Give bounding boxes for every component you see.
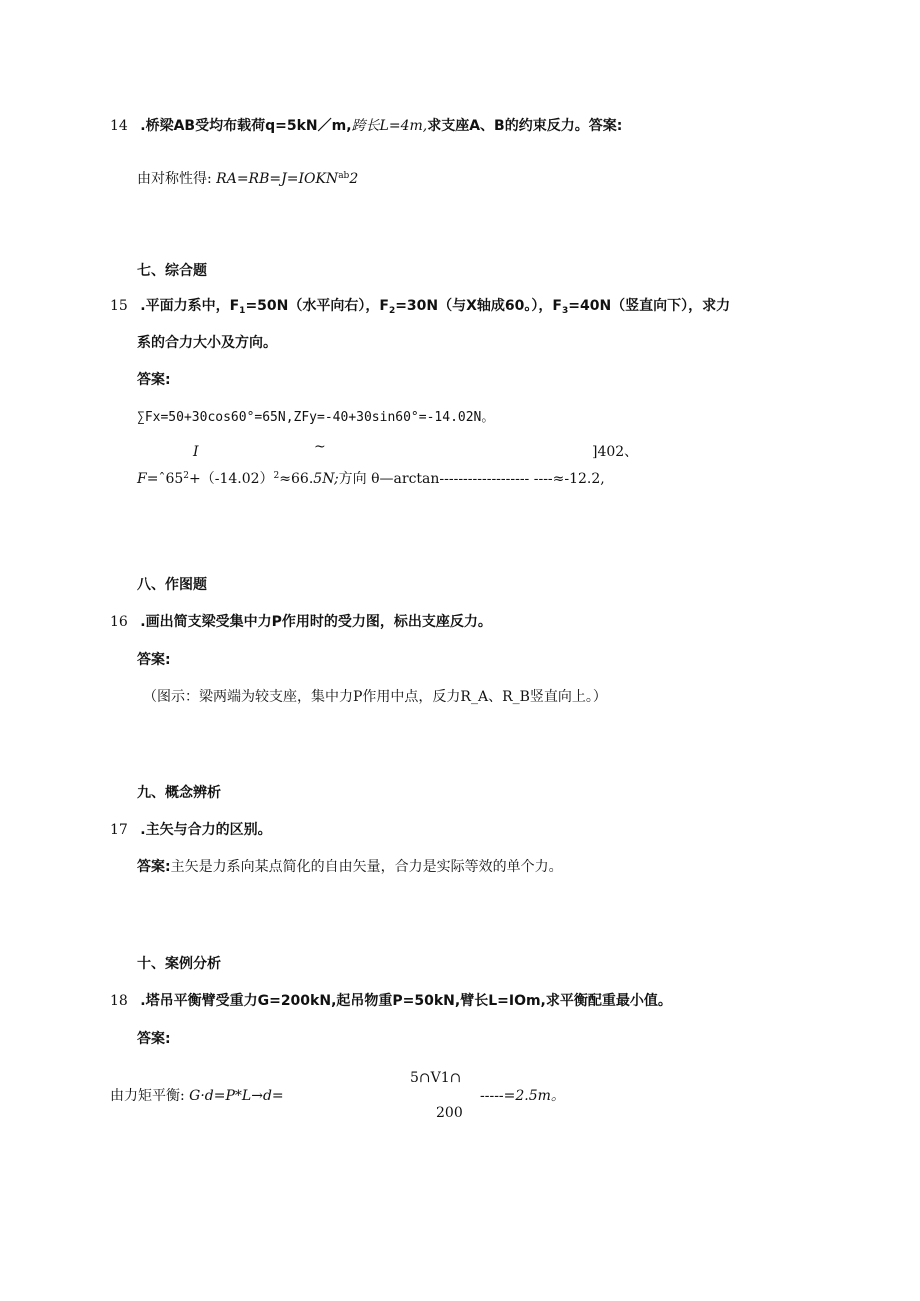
- section-9-title: 九、概念辨析: [137, 785, 221, 801]
- q18-number: 18: [110, 993, 128, 1009]
- q18-text: .塔吊平衡臂受重力G=200kN,起吊物重P=50kN,臂长L=IOm,求平衡配重最小值。: [140, 993, 672, 1009]
- q15-equation-2: [137, 467, 605, 488]
- q14-text-d: 求支座A、B的约束反力。答案:: [427, 118, 623, 134]
- q15-line2: 系的合力大小及方向。: [137, 335, 277, 351]
- q18-answer-label: 答案:: [137, 1031, 171, 1047]
- q15-eq2-f: 方向 θ—arctan------------------- ----≈-12.2,: [338, 471, 605, 487]
- q15-line1: [110, 297, 730, 320]
- q15-eq2-a: F: [137, 471, 147, 487]
- q16-line: [110, 613, 492, 631]
- q15-fragment-i: I: [193, 444, 199, 460]
- q15-fragment-tilde: ~: [314, 439, 326, 455]
- q18-prefix: 由力矩平衡:: [110, 1088, 185, 1104]
- q14-answer-sup: ab: [338, 171, 350, 181]
- q17-answer-label: 答案:: [137, 859, 171, 875]
- q15-text-d: =40N（竖直向下），求力: [568, 298, 731, 314]
- section-7-title: 七、综合题: [137, 263, 207, 279]
- q14-text-b: 跨长: [351, 118, 380, 134]
- q17-text: .主矢与合力的区别。: [140, 822, 272, 838]
- q14-answer-tail: 2: [349, 171, 359, 187]
- q17-line: [110, 821, 272, 839]
- section-8-title: 八、作图题: [137, 577, 207, 593]
- q15-number: 15: [110, 298, 128, 314]
- q17-answer: [137, 858, 563, 876]
- q18-numerator: 5∩V1∩: [410, 1070, 462, 1086]
- q15-eq2-b: =ˆ65: [146, 471, 184, 487]
- q15-eq2-c: +（-14.02）: [189, 471, 274, 487]
- q15-text-a: .平面力系中，F: [140, 298, 240, 314]
- section-10-title: 十、案例分析: [137, 956, 221, 972]
- q16-number: 16: [110, 614, 128, 630]
- q14-text-c: L=4m,: [379, 118, 428, 134]
- q15-text-c: =30N（与X轴成60。），F: [395, 298, 562, 314]
- q15-eq2-e: 5N;: [313, 471, 339, 487]
- q18-formula: G·d=P*L→d=: [189, 1088, 284, 1104]
- q18-equation: [110, 1087, 284, 1105]
- q15-sub-1: 1: [239, 306, 246, 316]
- q15-sub-2: 2: [388, 306, 396, 316]
- q18-line: [110, 992, 672, 1010]
- q14-line: [110, 117, 622, 135]
- q17-number: 17: [110, 822, 128, 838]
- q14-answer: [137, 167, 358, 188]
- q15-answer-label: 答案:: [137, 372, 171, 388]
- q15-text-b: =50N（水平向右），F: [245, 298, 389, 314]
- q14-answer-prefix: 由对称性得:: [137, 171, 212, 187]
- q14-answer-formula: RA=RB=J=IOKN: [216, 171, 339, 187]
- q18-result: -----=2.5m。: [480, 1088, 565, 1104]
- q15-eq2-d: ≈66.: [279, 471, 314, 487]
- q15-eq2-sup1: 2: [183, 471, 189, 481]
- q14-text-a: .桥梁AB受均布载荷q=5kN／m,: [140, 118, 352, 134]
- q15-eq2-sup2: 2: [273, 471, 280, 481]
- q16-answer-label: 答案:: [137, 652, 171, 668]
- q14-number: 14: [110, 118, 128, 134]
- q16-text: .画出简支梁受集中力P作用时的受力图，标出支座反力。: [140, 614, 492, 630]
- q15-fragment-right: ]402、: [592, 444, 639, 460]
- q17-answer-text: 主矢是力系向某点简化的自由矢量，合力是实际等效的单个力。: [170, 859, 563, 875]
- q18-denominator: 200: [436, 1105, 463, 1121]
- q15-equation-1: ∑Fx=50+30cos60°=65N,ZFy=-40+30sin60°=-14.02N。: [137, 410, 495, 425]
- q16-answer: （图示：梁两端为较支座，集中力P作用中点，反力R_A、R_B竖直向上。）: [143, 689, 607, 705]
- q15-sub-3: 3: [561, 306, 569, 316]
